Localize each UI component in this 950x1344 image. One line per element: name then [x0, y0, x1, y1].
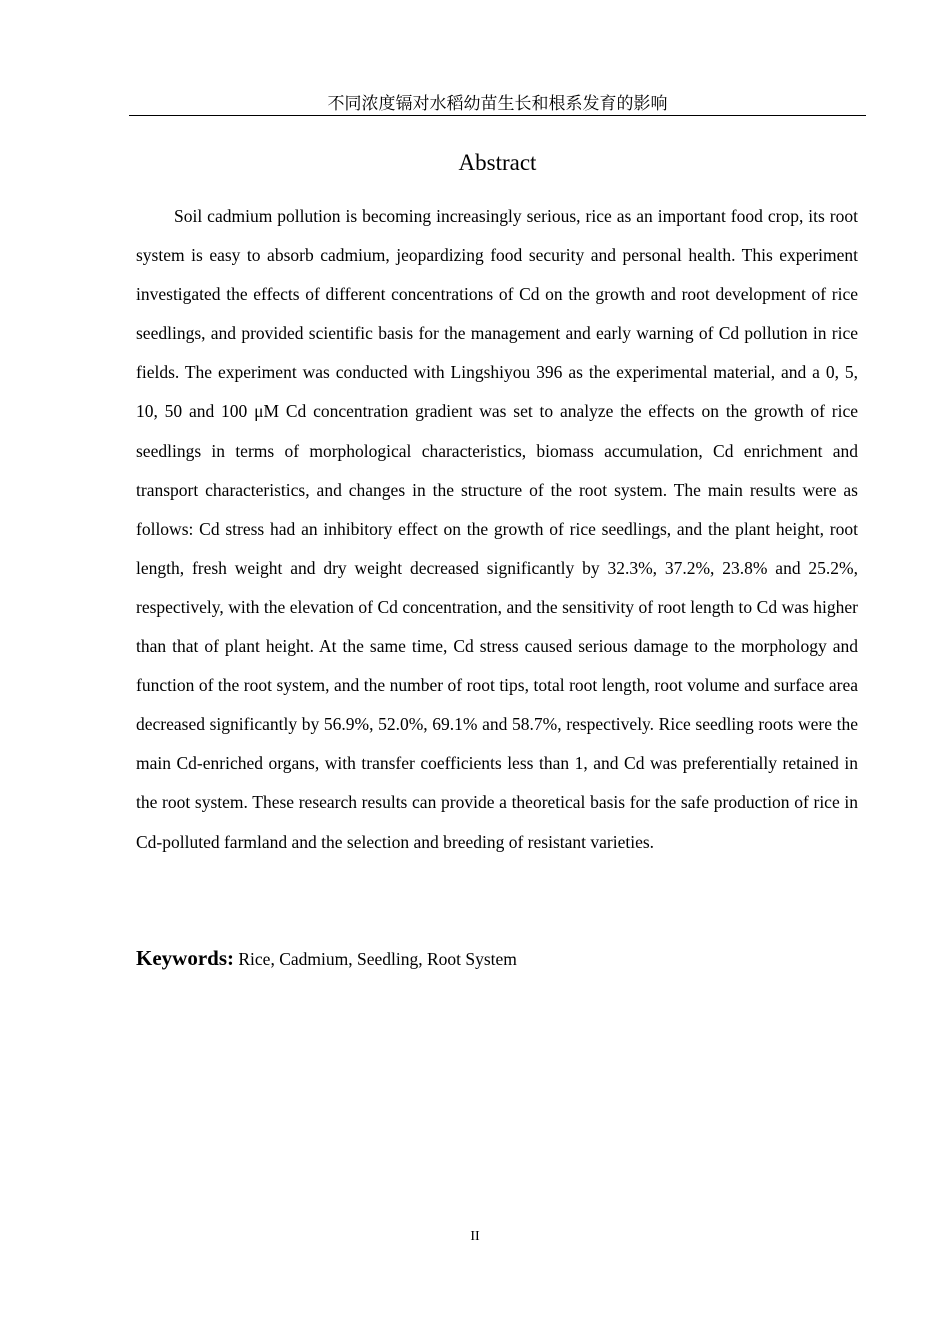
running-header: 不同浓度镉对水稻幼苗生长和根系发育的影响	[129, 92, 866, 116]
abstract-title: Abstract	[458, 150, 537, 175]
keywords-line	[136, 942, 858, 975]
abstract-body: Soil cadmium pollution is becoming increasingly serious, rice as an important food crop, its root system is easy to absorb cadmium, jeopardizing food security and personal health. This experiment investigated the effects of different concentrations of Cd on the growth and root development of rice seedlings, and provided scientific basis for the management and early warning of Cd pollution in rice fields. The experiment was conducted with Lingshiyou 396 as the experimental material, and a 0, 5, 10, 50 and 100 μM Cd concentration gradient was set to analyze the effects on the growth of rice seedlings in terms of morphological characteristics, biomass accumulation, Cd enrichment and transport characteristics, and changes in the structure of the root system. The main results were as follows: Cd stress had an inhibitory effect on the growth of rice seedlings, and the plant height, root length, fresh weight and dry weight decreased significantly by 32.3%, 37.2%, 23.8% and 25.2%, respectively, with the elevation of Cd concentration, and the sensitivity of root length to Cd was higher than that of plant height. At the same time, Cd stress caused serious damage to the morphology and function of the root system, and the number of root tips, total root length, root volume and surface area decreased significantly by 56.9%, 52.0%, 69.1% and 58.7%, respectively. Rice seedling roots were the main Cd-enriched organs, with transfer coefficients less than 1, and Cd was preferentially retained in the root system. These research results can provide a theoretical basis for the safe production of rice in Cd-polluted farmland and the selection and breeding of resistant varieties.	[136, 206, 858, 852]
page-number: II	[470, 1229, 480, 1244]
keywords-list: Rice, Cadmium, Seedling, Root System	[238, 949, 517, 969]
keywords-label: Keywords:	[136, 946, 234, 970]
